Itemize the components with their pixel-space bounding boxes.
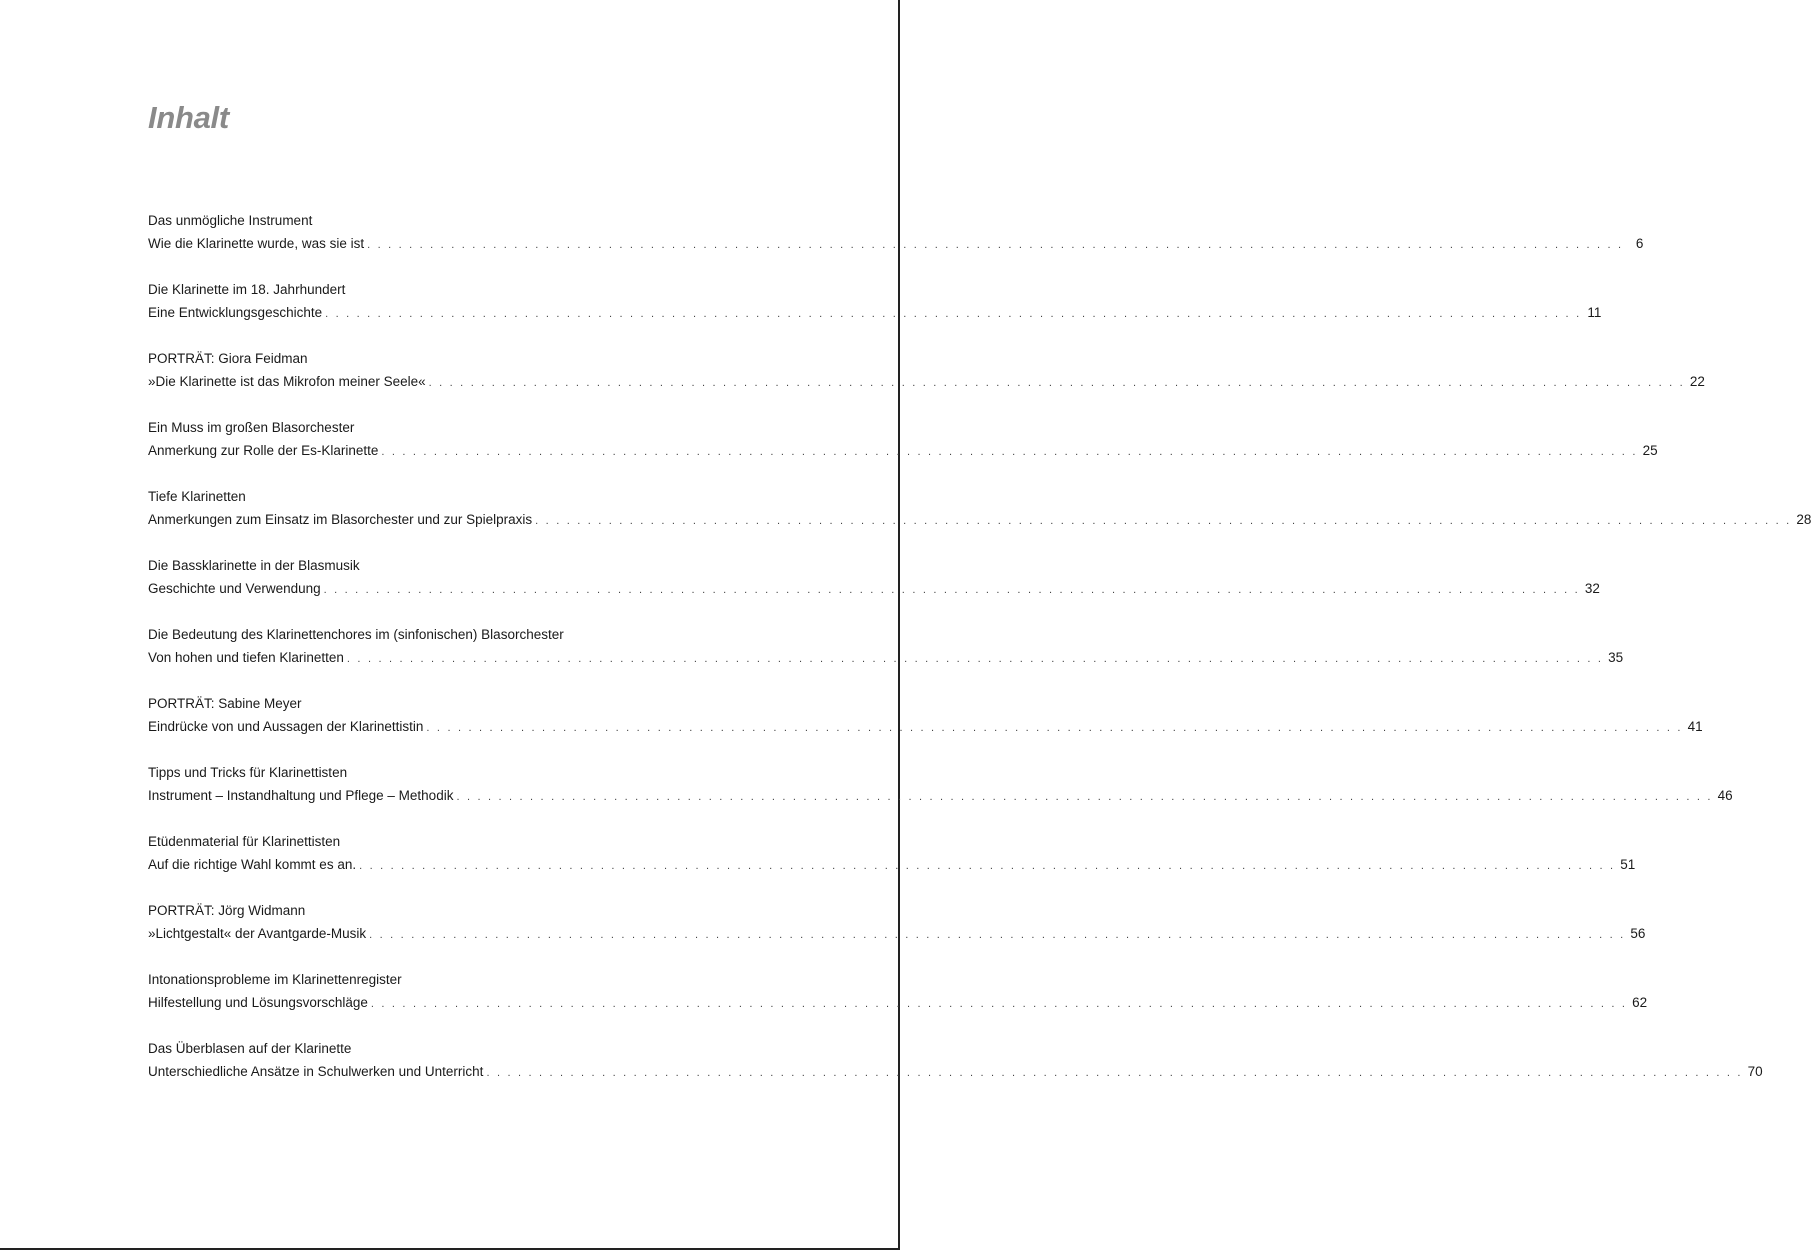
toc-entry-subtitle: Geschichte und Verwendung [148,581,321,596]
dot-leader: . . . . . . . . . . . . . . . . . . . . . . . . . . . . . . . . . . . . . . . . . . . . . . . . . . . . . . . . . . . . . . . . . . . . . . . . . . . . . . . . . . . . . . . . . . . . . . . . . . . . . . . . . . . . . . . . . . . . . . . . [369,929,1626,941]
toc-entry-row[interactable] [148,784,1733,807]
toc-entry-page-number: 70 [1747,1064,1763,1079]
toc-entry [148,209,1644,278]
toc-entry-row[interactable] [148,1060,1763,1083]
toc-entry-page-number: 41 [1687,719,1703,734]
toc-entry [148,968,1648,1037]
toc-entry-subtitle: Wie die Klarinette wurde, was sie ist [148,236,365,251]
toc-entry-subtitle: Anmerkung zur Rolle der Es-Klarinette [148,443,379,458]
toc-entry-subtitle: Instrument – Instandhaltung und Pflege – Methodik [148,788,454,803]
toc-entry-page-number: 62 [1632,995,1648,1010]
toc-entry-subtitle: Unterschiedliche Ansätze in Schulwerken und Unterricht [148,1064,484,1079]
toc-entry-row[interactable] [148,508,1811,531]
toc-entry-page-number: 25 [1642,443,1658,458]
toc-entry-heading: PORTRÄT: Jörg Widmann [148,903,306,918]
toc-entry-subtitle: Von hohen und tiefen Klarinetten [148,650,344,665]
toc-entry-row[interactable] [148,439,1658,462]
toc-entry-row[interactable] [148,301,1602,324]
toc-entry [148,899,1646,968]
toc-entry-page-number: 46 [1717,788,1733,803]
toc-entry-row[interactable] [148,646,1624,669]
toc-entry-heading: Intonationsprobleme im Klarinettenregister [148,972,402,987]
dot-leader: . . . . . . . . . . . . . . . . . . . . . . . . . . . . . . . . . . . . . . . . . . . . . . . . . . . . . . . . . . . . . . . . . . . . . . . . . . . . . . . . . . . . . . . . . . . . . . . . . . . . . . . . . . . . . . . . . . . . . . . . [486,1067,1743,1079]
dot-leader: . . . . . . . . . . . . . . . . . . . . . . . . . . . . . . . . . . . . . . . . . . . . . . . . . . . . . . . . . . . . . . . . . . . . . . . . . . . . . . . . . . . . . . . . . . . . . . . . . . . . . . . . . . . . . . . . . . . . . . . . [359,860,1616,872]
toc-entry-row[interactable] [148,922,1646,945]
toc-entry-heading: Die Bedeutung des Klarinettenchores im (sinfonischen) Blasorchester [148,627,564,642]
dot-leader: . . . . . . . . . . . . . . . . . . . . . . . . . . . . . . . . . . . . . . . . . . . . . . . . . . . . . . . . . . . . . . . . . . . . . . . . . . . . . . . . . . . . . . . . . . . . . . . . . . . . . . . . . . . . . . . . . . . . . . . . [428,377,1685,389]
toc-entry [148,485,1811,554]
dot-leader: . . . . . . . . . . . . . . . . . . . . . . . . . . . . . . . . . . . . . . . . . . . . . . . . . . . . . . . . . . . . . . . . . . . . . . . . . . . . . . . . . . . . . . . . . . . . . . . . . . . . . . . . . . . . . . . . . . . . . . . . [370,998,1628,1010]
toc-entry-subtitle: Anmerkungen zum Einsatz im Blasorchester und zur Spielpraxis [148,512,533,527]
toc-entry [148,1037,1763,1106]
toc-entry-heading: Tipps und Tricks für Klarinettisten [148,765,348,780]
toc-entry-page-number: 56 [1630,926,1646,941]
toc-entry-page-number: 22 [1689,374,1705,389]
toc-entry-heading: Etüdenmaterial für Klarinettisten [148,834,341,849]
toc-entry [148,692,1703,761]
toc-entry-page-number: 28 [1796,512,1811,527]
toc-entry [148,830,1636,899]
dot-leader: . . . . . . . . . . . . . . . . . . . . . . . . . . . . . . . . . . . . . . . . . . . . . . . . . . . . . . . . . . . . . . . . . . . . . . . . . . . . . . . . . . . . . . . . . . . . . . . . . . . . . . . . . . . . . . . . . . . . . . . . [456,791,1713,803]
dot-leader: . . . . . . . . . . . . . . . . . . . . . . . . . . . . . . . . . . . . . . . . . . . . . . . . . . . . . . . . . . . . . . . . . . . . . . . . . . . . . . . . . . . . . . . . . . . . . . . . . . . . . . . . . . . . . . . . . . . . . . . . [381,446,1638,458]
toc-entry-subtitle: Eindrücke von und Aussagen der Klarinettistin [148,719,424,734]
toc-entry-page-number: 51 [1620,857,1636,872]
toc-entry-subtitle: Hilfestellung und Lösungsvorschläge [148,995,368,1010]
toc-entry-row[interactable] [148,715,1703,738]
toc-entry [148,347,1705,416]
toc-entry-heading: PORTRÄT: Giora Feidman [148,351,308,366]
table-of-contents [148,209,1811,1106]
toc-entry-page-number: 6 [1635,236,1644,251]
toc-entry [148,761,1733,830]
dot-leader: . . . . . . . . . . . . . . . . . . . . . . . . . . . . . . . . . . . . . . . . . . . . . . . . . . . . . . . . . . . . . . . . . . . . . . . . . . . . . . . . . . . . . . . . . . . . . . . . . . . . . . . . . . . . . . . . . . . . . . . . [346,653,1604,665]
toc-entry-heading: Tiefe Klarinetten [148,489,246,504]
toc-entry-heading: Das unmögliche Instrument [148,213,313,228]
toc-entry-heading: Die Klarinette im 18. Jahrhundert [148,282,346,297]
toc-entry-subtitle: Auf die richtige Wahl kommt es an. [148,857,357,872]
dot-leader: . . . . . . . . . . . . . . . . . . . . . . . . . . . . . . . . . . . . . . . . . . . . . . . . . . . . . . . . . . . . . . . . . . . . . . . . . . . . . . . . . . . . . . . . . . . . . . . . . . . . . . . . . . . . . . . . . . . . . . . . [323,584,1580,596]
toc-entry [148,416,1658,485]
toc-entry-page-number: 11 [1587,305,1602,320]
toc-entry-row[interactable] [148,370,1705,393]
toc-entry-row[interactable] [148,577,1600,600]
toc-entry-heading: PORTRÄT: Sabine Meyer [148,696,302,711]
toc-entry-heading: Die Bassklarinette in der Blasmusik [148,558,360,573]
toc-entry-subtitle: »Die Klarinette ist das Mikrofon meiner Seele« [148,374,426,389]
toc-entry-heading: Ein Muss im großen Blasorchester [148,420,355,435]
page-title: Inhalt [148,100,229,135]
dot-leader: . . . . . . . . . . . . . . . . . . . . . . . . . . . . . . . . . . . . . . . . . . . . . . . . . . . . . . . . . . . . . . . . . . . . . . . . . . . . . . . . . . . . . . . . . . . . . . . . . . . . . . . . . . . . . . . . . . . . . . . . [426,722,1683,734]
toc-entry [148,554,1600,623]
toc-entry [148,278,1602,347]
toc-entry [148,623,1624,692]
toc-entry-page-number: 32 [1584,581,1600,596]
toc-entry-subtitle: Eine Entwicklungsgeschichte [148,305,323,320]
toc-entry-subtitle: »Lichtgestalt« der Avantgarde-Musik [148,926,367,941]
toc-entry-row[interactable] [148,853,1636,876]
toc-entry-row[interactable] [148,991,1648,1014]
toc-entry-row[interactable] [148,232,1644,255]
dot-leader: . . . . . . . . . . . . . . . . . . . . . . . . . . . . . . . . . . . . . . . . . . . . . . . . . . . . . . . . . . . . . . . . . . . . . . . . . . . . . . . . . . . . . . . . . . . . . . . . . . . . . . . . . . . . . . . . . . . . . . . . [325,308,1582,320]
dot-leader: . . . . . . . . . . . . . . . . . . . . . . . . . . . . . . . . . . . . . . . . . . . . . . . . . . . . . . . . . . . . . . . . . . . . . . . . . . . . . . . . . . . . . . . . . . . . . . . . . . . . . . . . . . . . . . . . . . . . . . . . [535,515,1792,527]
toc-entry-heading: Das Überblasen auf der Klarinette [148,1041,352,1056]
toc-entry-page-number: 35 [1608,650,1624,665]
dot-leader: . . . . . . . . . . . . . . . . . . . . . . . . . . . . . . . . . . . . . . . . . . . . . . . . . . . . . . . . . . . . . . . . . . . . . . . . . . . . . . . . . . . . . . . . . . . . . . . . . . . . . . . . . . . . . . . . . . . . . . . . [367,239,1624,251]
